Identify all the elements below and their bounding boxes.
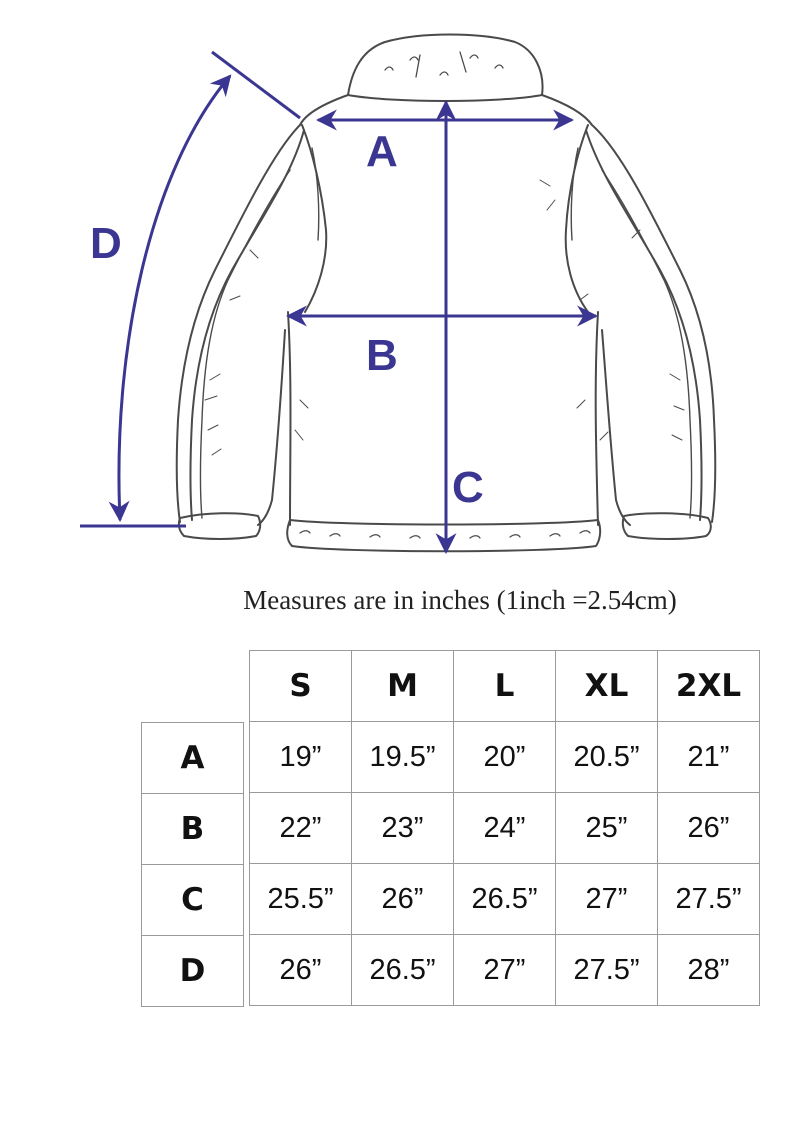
table-cell: 26.5”: [454, 864, 556, 935]
measurement-label-column: [141, 722, 244, 1007]
label-a: A: [366, 127, 398, 176]
table-row: [250, 722, 760, 793]
table-cell: 20”: [454, 722, 556, 793]
row-label-c: C: [142, 865, 244, 936]
table-row: [142, 794, 244, 865]
table-cell: 27.5”: [658, 864, 760, 935]
size-header-2xl: 2XL: [658, 651, 760, 722]
table-cell: 24”: [454, 793, 556, 864]
table-cell: 22”: [250, 793, 352, 864]
label-c: C: [452, 463, 484, 512]
row-label-a: A: [142, 723, 244, 794]
table-row: [250, 935, 760, 1006]
table-cell: 19”: [250, 722, 352, 793]
table-cell: 19.5”: [352, 722, 454, 793]
size-header-xl: XL: [556, 651, 658, 722]
table-cell: 23”: [352, 793, 454, 864]
table-cell: 26”: [658, 793, 760, 864]
table-row: [142, 723, 244, 794]
hem-band: [287, 520, 600, 551]
table-cell: 25”: [556, 793, 658, 864]
size-header-s: S: [250, 651, 352, 722]
size-header-l: L: [454, 651, 556, 722]
table-cell: 27”: [454, 935, 556, 1006]
table-row: [142, 865, 244, 936]
measure-d-top-tick: [212, 52, 300, 118]
label-b: B: [366, 331, 398, 380]
table-cell: 25.5”: [250, 864, 352, 935]
table-cell: 26”: [250, 935, 352, 1006]
units-caption: Measures are in inches (1inch =2.54cm): [243, 585, 677, 615]
table-cell: 26”: [352, 864, 454, 935]
table-cell: 27.5”: [556, 935, 658, 1006]
measure-d-arrow: [119, 76, 230, 520]
table-row: [250, 864, 760, 935]
measurement-guides: [80, 52, 596, 552]
table-cell: 20.5”: [556, 722, 658, 793]
table-row: [250, 793, 760, 864]
collar: [348, 35, 543, 102]
size-header-m: M: [352, 651, 454, 722]
size-chart-table: [249, 650, 760, 1006]
table-cell: 28”: [658, 935, 760, 1006]
row-label-d: D: [142, 936, 244, 1007]
table-cell: 27”: [556, 864, 658, 935]
right-cuff: [623, 513, 711, 539]
row-label-b: B: [142, 794, 244, 865]
label-d: D: [90, 219, 122, 268]
table-cell: 21”: [658, 722, 760, 793]
size-header-row: [250, 651, 760, 722]
table-cell: 26.5”: [352, 935, 454, 1006]
table-row: [142, 936, 244, 1007]
